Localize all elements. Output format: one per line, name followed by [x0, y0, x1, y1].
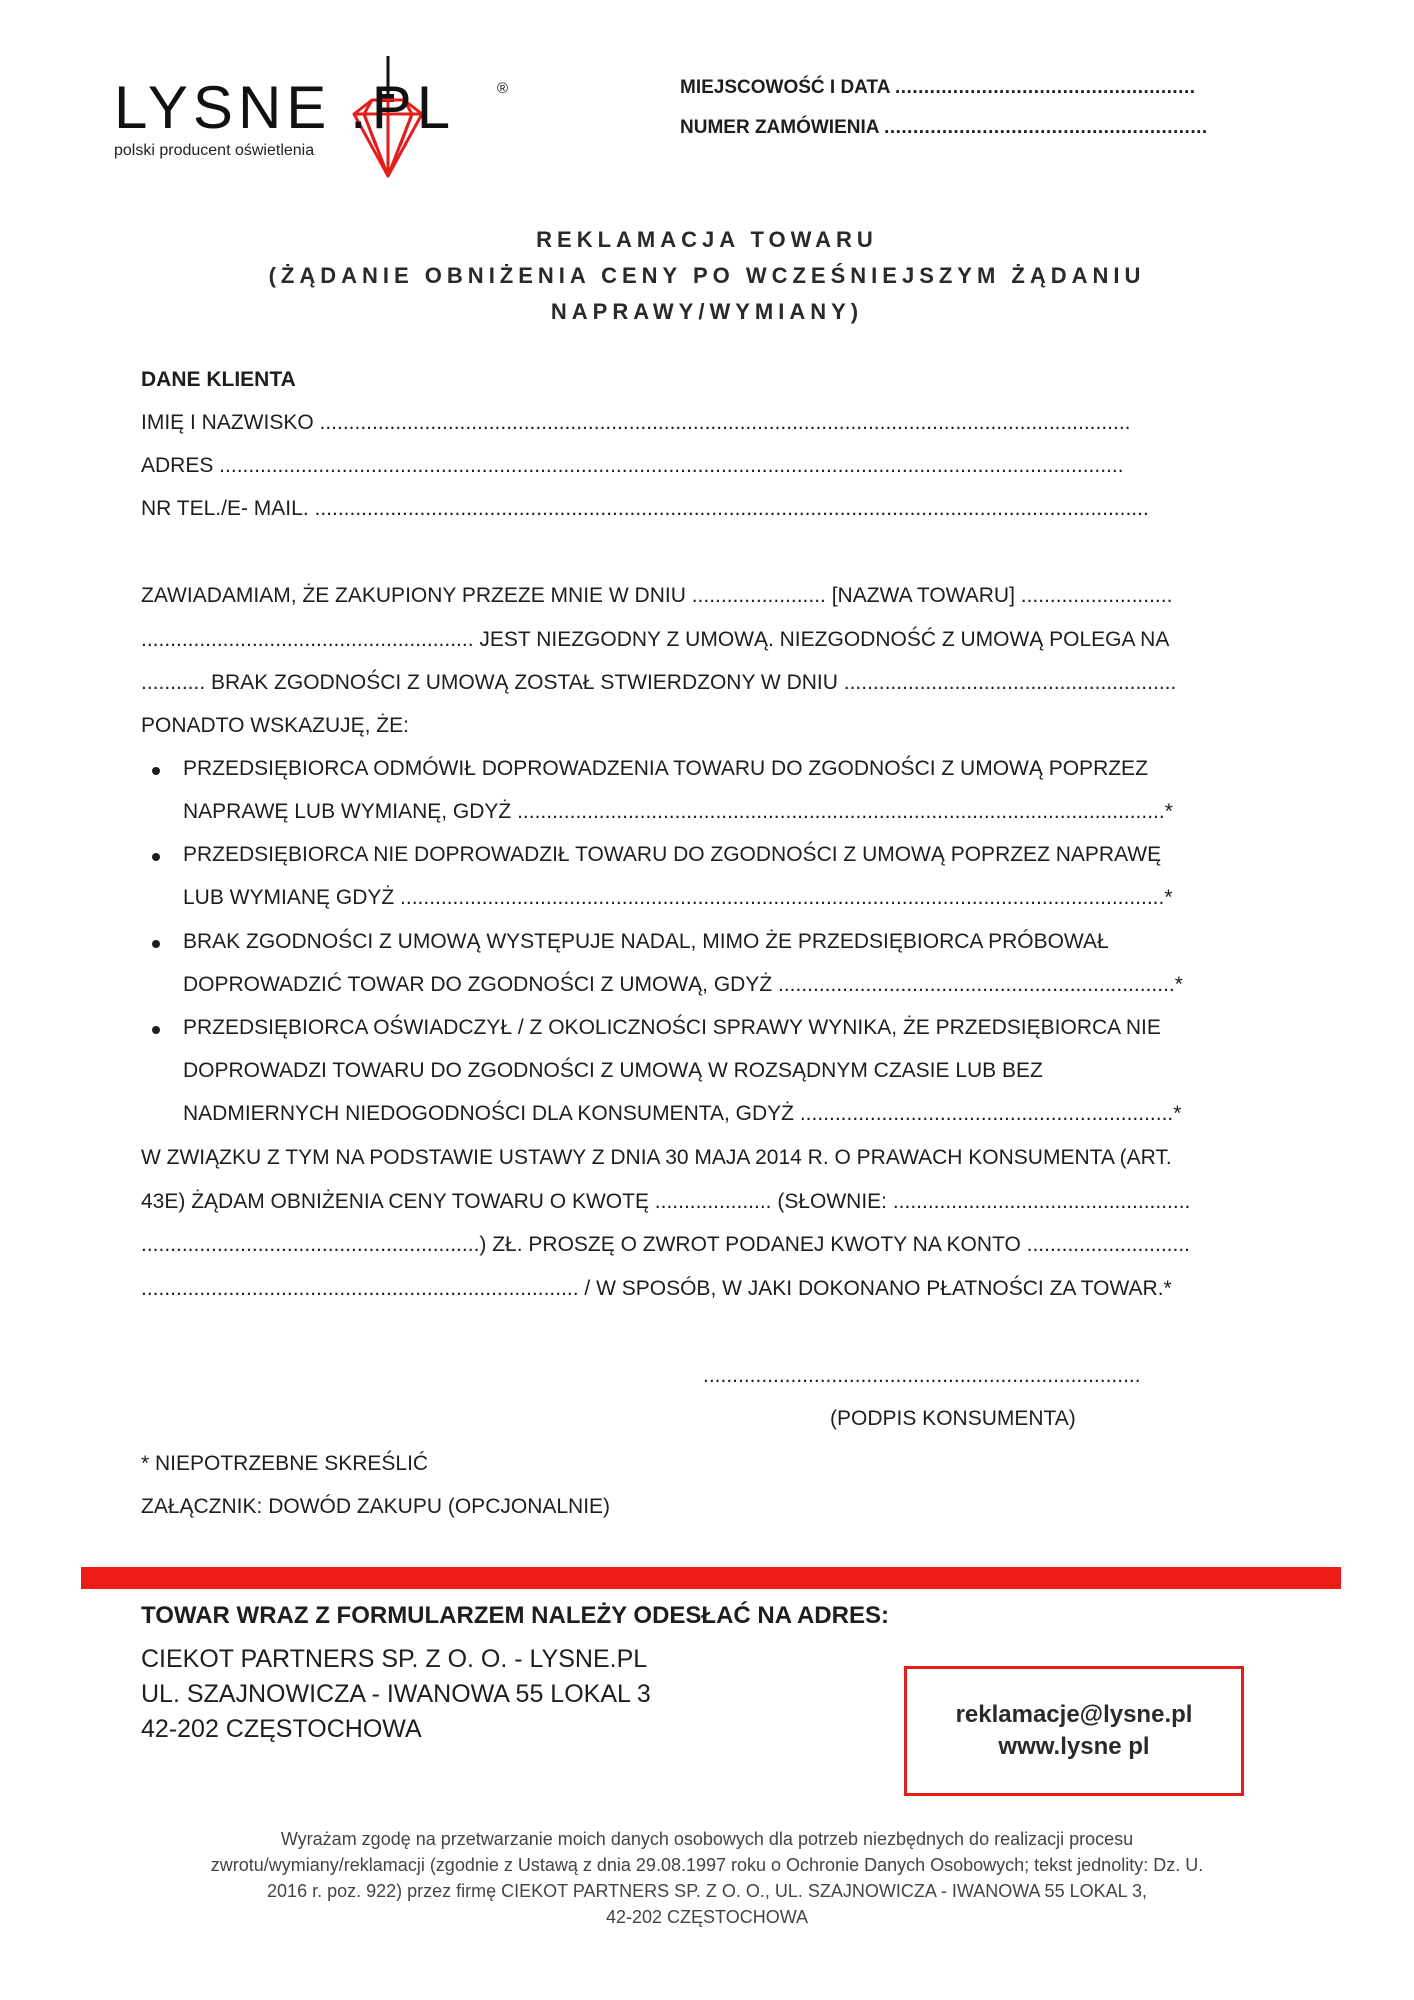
bullet-marker [152, 853, 160, 861]
strike-note: * NIEPOTRZEBNE SKREŚLIĆ [141, 1452, 429, 1475]
additionally-heading: PONADTO WSKAZUJĘ, ŻE: [141, 714, 409, 737]
bullet-4-line-2: DOPROWADZI TOWARU DO ZGODNOŚCI Z UMOWĄ W ROZSĄDNYM CZASIE LUB BEZ [183, 1059, 1043, 1082]
title-line-1: REKLAMACJA TOWARU [536, 227, 878, 252]
bullet-4-line-1: PRZEDSIĘBIORCA OŚWIADCZYŁ / Z OKOLICZNOŚCI SPRAWY WYNIKA, ŻE PRZEDSIĘBIORCA NIE [183, 1016, 1161, 1039]
red-divider [81, 1567, 1341, 1589]
demand-line-1: W ZWIĄZKU Z TYM NA PODSTAWIE USTAWY Z DNIA 30 MAJA 2014 R. O PRAWACH KONSUMENTA (ART. [141, 1146, 1172, 1169]
place-date-label: MIEJSCOWOŚĆ I DATA [680, 77, 890, 98]
order-number-field[interactable] [680, 117, 1208, 139]
bullet-3-line-2[interactable]: DOPROWADZIĆ TOWAR DO ZGODNOŚCI Z UMOWĄ, GDYŻ ....................................................................* [183, 973, 1183, 996]
signature-label: (PODPIS KONSUMENTA) [830, 1407, 1076, 1430]
bullet-2-line-1: PRZEDSIĘBIORCA NIE DOPROWADZIŁ TOWARU DO ZGODNOŚCI Z UMOWĄ POPRZEZ NAPRAWĘ [183, 843, 1162, 866]
bullet-marker [152, 767, 160, 775]
contact-box [904, 1666, 1244, 1796]
data-processing-consent [100, 1826, 1314, 1930]
shipping-street: UL. SZAJNOWICZA - IWANOWA 55 LOKAL 3 [141, 1680, 651, 1708]
purchase-statement-line-2[interactable]: ......................................................... JEST NIEZGODNY Z UMOWĄ. NIEZGODNOŚĆ Z UMOWĄ POLEGA NA [141, 628, 1170, 651]
logo-word-lysne: LYSNE [114, 74, 332, 141]
shipping-company: CIEKOT PARTNERS SP. Z O. O. - LYSNE.PL [141, 1645, 648, 1673]
bullet-1-line-1: PRZEDSIĘBIORCA ODMÓWIŁ DOPROWADZENIA TOWARU DO ZGODNOŚCI Z UMOWĄ POPRZEZ [183, 757, 1148, 780]
contact-email-link[interactable]: reklamacje@lysne.pl [955, 1701, 1193, 1728]
consent-line-2: zwrotu/wymiany/reklamacji (zgodnie z Ustawą z dnia 29.08.1997 roku o Ochronie Danych Osobowych; tekst jednolity: Dz. U. [210, 1855, 1204, 1875]
bullet-marker [152, 940, 160, 948]
client-contact-field[interactable]: NR TEL./E- MAIL. ............................................................................................................................................... [141, 497, 1149, 520]
signature-line[interactable]: ........................................................................... [703, 1364, 1141, 1387]
purchase-statement-line-1[interactable]: ZAWIADAMIAM, ŻE ZAKUPIONY PRZEZE MNIE W DNIU ....................... [NAZWA TOWARU] .......................... [141, 584, 1173, 607]
bullet-2-line-2[interactable]: LUB WYMIANĘ GDYŻ ...................................................................................................................................* [183, 886, 1173, 909]
place-date-field[interactable] [680, 77, 1196, 99]
contact-website-link[interactable]: www.lysne pl [998, 1733, 1150, 1760]
lysne-logo [110, 54, 530, 184]
consent-line-3: 2016 r. poz. 922) przez firmę CIEKOT PARTNERS SP. Z O. O., UL. SZAJNOWICZA - IWANOWA 55 LOKAL 3, [267, 1881, 1147, 1901]
client-data-heading: DANE KLIENTA [141, 368, 296, 391]
shipping-city: 42-202 CZĘSTOCHOWA [141, 1715, 422, 1743]
logo-word-pl: .PL [350, 74, 456, 141]
consent-line-4: 42-202 CZĘSTOCHOWA [605, 1907, 809, 1927]
client-address-field[interactable]: ADRES ........................................................................................................................................................... [141, 454, 1124, 477]
demand-line-4[interactable]: ........................................................................... / W SPOSÓB, W JAKI DOKONANO PŁATNOŚCI ZA TOWAR.* [141, 1277, 1172, 1300]
logo-tagline: polski producent oświetlenia [114, 142, 315, 159]
attachment-note: ZAŁĄCZNIK: DOWÓD ZAKUPU (OPCJONALNIE) [141, 1495, 611, 1518]
order-number-dots: ........................................................ [884, 117, 1208, 138]
title-line-3: NAPRAWY/WYMIANY) [550, 299, 864, 324]
bullet-4-line-3[interactable]: NADMIERNYCH NIEDOGODNOŚCI DLA KONSUMENTA, GDYŻ ................................................................* [183, 1102, 1182, 1125]
shipping-heading: TOWAR WRAZ Z FORMULARZEM NALEŻY ODESŁAĆ NA ADRES: [141, 1602, 889, 1629]
order-number-label: NUMER ZAMÓWIENIA [680, 117, 879, 138]
demand-line-2[interactable]: 43E) ŻĄDAM OBNIŻENIA CENY TOWARU O KWOTĘ .................... (SŁOWNIE: ................................................... [141, 1190, 1191, 1213]
bullet-3-line-1: BRAK ZGODNOŚCI Z UMOWĄ WYSTĘPUJE NADAL, MIMO ŻE PRZEDSIĘBIORCA PRÓBOWAŁ [183, 930, 1109, 953]
client-name-field[interactable]: IMIĘ I NAZWISKO ........................................................................................................................................... [141, 411, 1131, 434]
bullet-1-line-2[interactable]: NAPRAWĘ LUB WYMIANĘ, GDYŻ ...............................................................................................................* [183, 800, 1173, 823]
consent-line-1: Wyrażam zgodę na przetwarzanie moich danych osobowych dla potrzeb niezbędnych do realizacji procesu [280, 1829, 1134, 1849]
demand-line-3[interactable]: ..........................................................) ZŁ. PROSZĘ O ZWROT PODANEJ KWOTY NA KONTO ............................ [141, 1233, 1190, 1256]
document-title [150, 222, 1264, 330]
purchase-statement-line-3[interactable]: ........... BRAK ZGODNOŚCI Z UMOWĄ ZOSTAŁ STWIERDZONY W DNIU ......................................................... [141, 671, 1177, 694]
place-date-dots: .................................................... [895, 77, 1196, 98]
registered-mark: ® [497, 80, 509, 97]
bullet-marker [152, 1026, 160, 1034]
title-line-2: (ŻĄDANIE OBNIŻENIA CENY PO WCZEŚNIEJSZYM ŻĄDANIU [268, 263, 1146, 288]
